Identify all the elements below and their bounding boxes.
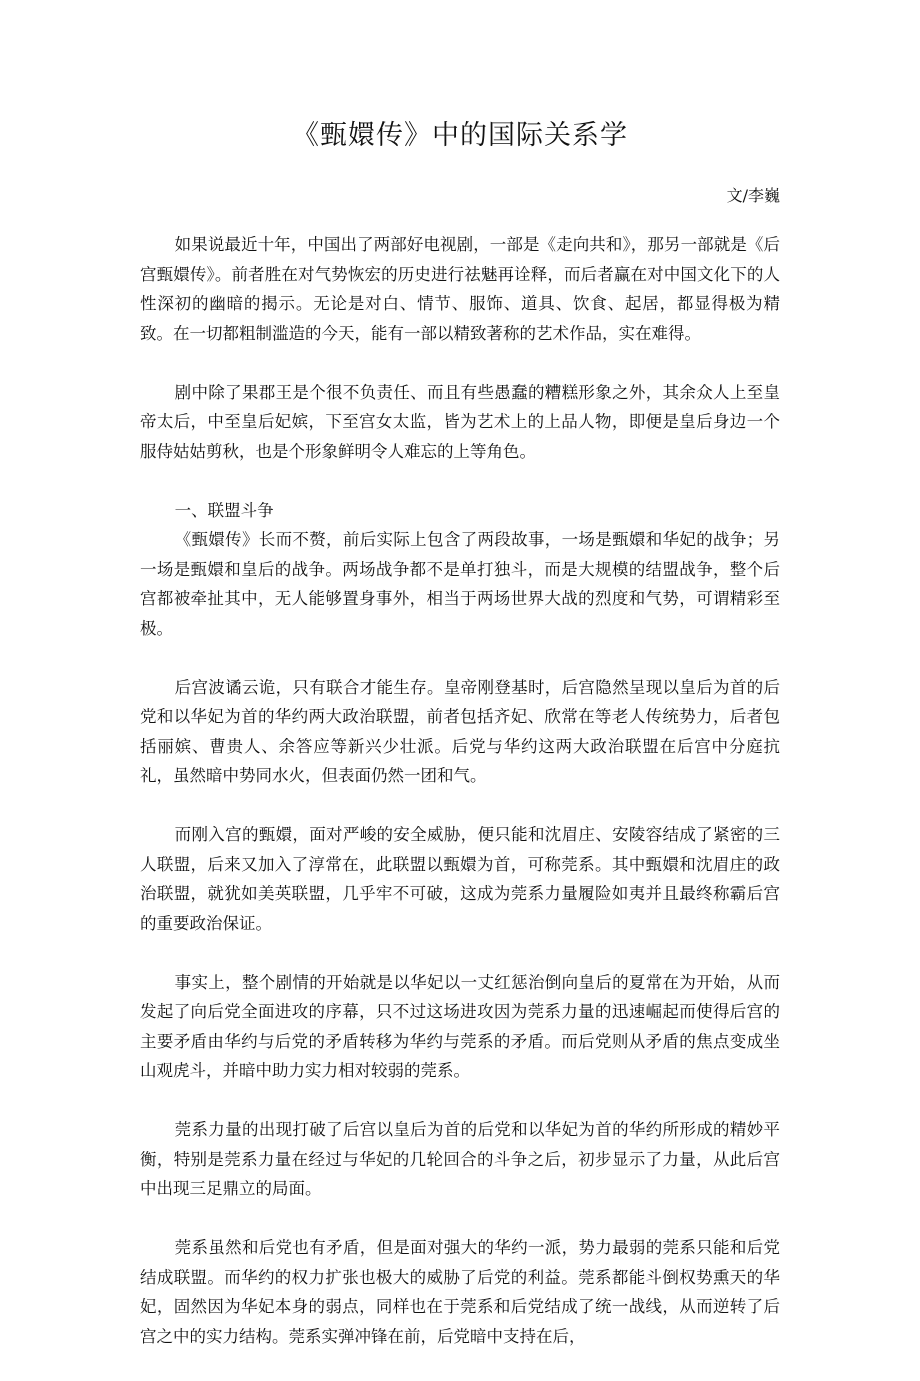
paragraph: 如果说最近十年，中国出了两部好电视剧，一部是《走向共和》，那另一部就是《后宫甄嬛传》。前者胜在对气势恢宏的历史进行祛魅再诠释，而后者赢在对中国文化下的人性深初的幽暗的揭示。无论是对白、情节、服饰、道具、饮食、起居，都显得极为精致。在一切都粗制滥造的今天，能有一部以精致著称的艺术作品，实在难得。 (140, 235, 780, 343)
paragraph: 莞系力量的出现打破了后宫以皇后为首的后党和以华妃为首的华约所形成的精妙平衡，特别是莞系力量在经过与华妃的几轮回合的斗争之后，初步显示了力量，从此后宫中出现三足鼎立的局面。 (140, 1120, 780, 1198)
author-byline: 文/李巍 (726, 186, 780, 205)
paragraph: 莞系虽然和后党也有矛盾，但是面对强大的华约一派，势力最弱的莞系只能和后党结成联盟。而华约的权力扩张也极大的威胁了后党的利益。莞系都能斗倒权势熏天的华妃，固然因为华妃本身的弱点，同样也在于莞系和后党结成了统一战线，从而逆转了后宫之中的实力结构。莞系实弹冲锋在前，后党暗中支持在后， (140, 1238, 780, 1346)
paragraph: 后宫波谲云诡，只有联合才能生存。皇帝刚登基时，后宫隐然呈现以皇后为首的后党和以华妃为首的华约两大政治联盟，前者包括齐妃、欣常在等老人传统势力，后者包括丽嫔、曹贵人、余答应等新兴少壮派。后党与华约这两大政治联盟在后宫中分庭抗礼，虽然暗中势同水火，但表面仍然一团和气。 (140, 677, 780, 785)
document-title: 《甄嬛传》中的国际关系学 (292, 120, 628, 151)
section-heading: 一、联盟斗争 (174, 500, 274, 520)
paragraph: 而刚入宫的甄嬛，面对严峻的安全威胁，便只能和沈眉庄、安陵容结成了紧密的三人联盟，后来又加入了淳常在，此联盟以甄嬛为首，可称莞系。其中甄嬛和沈眉庄的政治联盟，就犹如美英联盟，几乎牢不可破，这成为莞系力量履险如夷并且最终称霸后宫的重要政治保证。 (140, 825, 780, 933)
document-body (140, 230, 780, 1381)
paragraph: 剧中除了果郡王是个很不负责任、而且有些愚蠢的糟糕形象之外，其余众人上至皇帝太后，中至皇后妃嫔，下至宫女太监，皆为艺术上的上品人物，即便是皇后身边一个服侍姑姑剪秋，也是个形象鲜明令人难忘的上等角色。 (140, 382, 780, 461)
paragraph: 《甄嬛传》长而不赘，前后实际上包含了两段故事，一场是甄嬛和华妃的战争；另一场是甄嬛和皇后的战争。两场战争都不是单打独斗，而是大规模的结盟战争，整个后宫都被牵扯其中，无人能够置身事外，相当于两场世界大战的烈度和气势，可谓精彩至极。 (140, 530, 780, 638)
paragraph: 事实上，整个剧情的开始就是以华妃以一丈红惩治倒向皇后的夏常在为开始，从而发起了向后党全面进攻的序幕，只不过这场进攻因为莞系力量的迅速崛起而使得后宫的主要矛盾由华约与后党的矛盾转移为华约与莞系的矛盾。而后党则从矛盾的焦点变成坐山观虎斗，并暗中助力实力相对较弱的莞系。 (140, 972, 780, 1080)
